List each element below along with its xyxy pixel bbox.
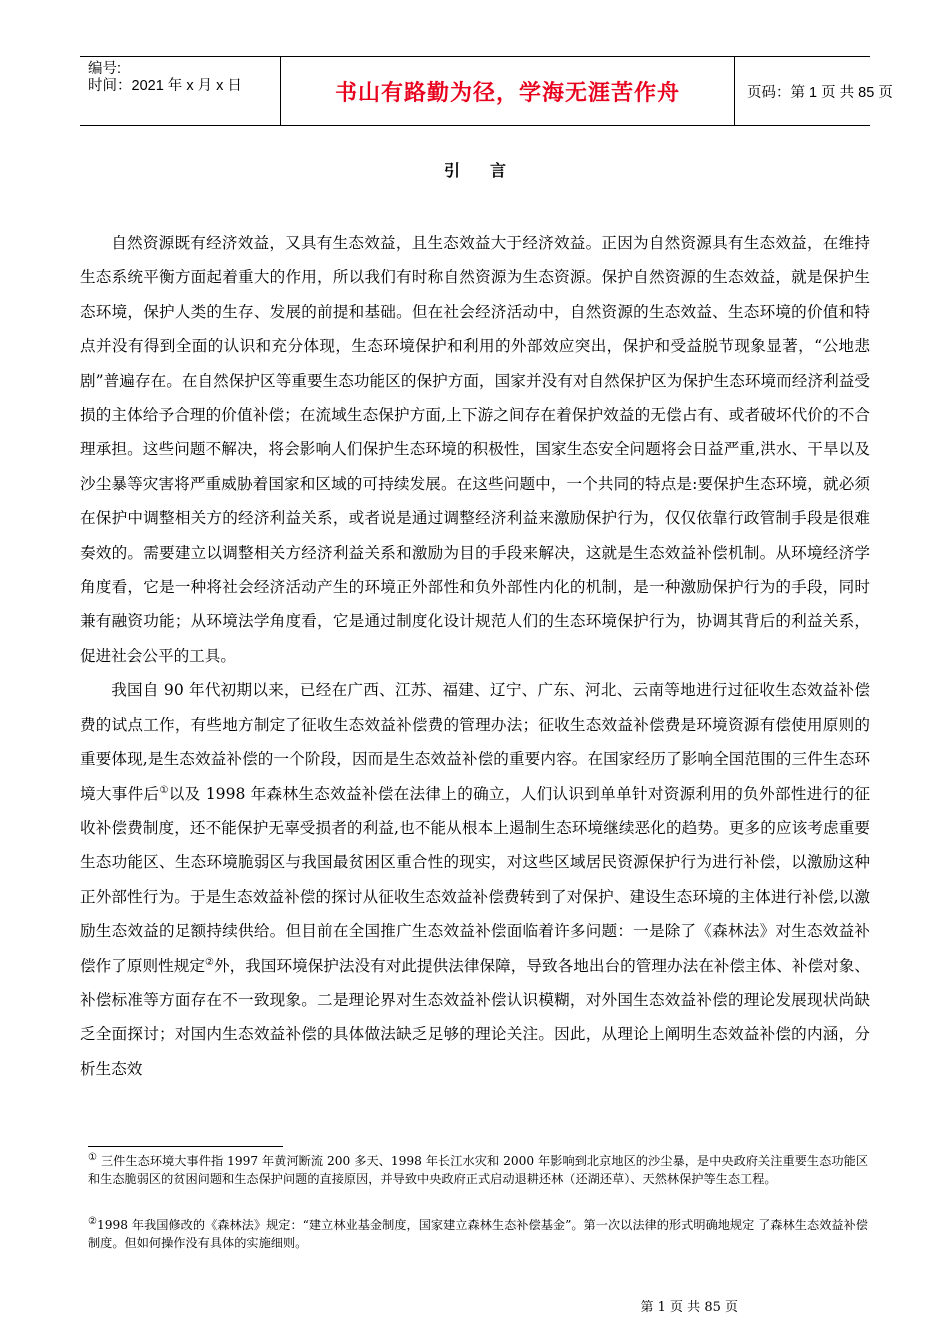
footnote-1 (88, 1152, 868, 1188)
footnote-ref-2[interactable]: ② (204, 956, 214, 968)
paragraph-2-text-c: 外，我国环境保护法没有对此提供法律保障，导致各地出台的管理办法在补偿主体、补偿对象、补偿标准等方面存在不一致现象。二是理论界对生态效益补偿认识模糊，对外国生态效益补偿的理论发展现状尚缺乏全面探讨；对国内生态效益补偿的具体做法缺乏足够的理论关注。因此，从理论上阐明生态效益补偿的内涵，分析生态效 (80, 956, 870, 1078)
header-motto-cell (280, 57, 735, 125)
paragraph-2-text-a: 我国自 90 年代初期以来，已经在广西、江苏、福建、辽宁、广东、河北、云南等地进行过征收生态效益补偿费的试点工作，有些地方制定了征收生态效益补偿费的管理办法；征收生态效益补偿费是环境资源有偿使用原则的重要体现,是生态效益补偿的一个阶段，因而是生态效益补偿的重要内容。在国家经历了影响全国范围的三件生态环境大事件后 (80, 681, 870, 803)
header-meta (80, 57, 280, 125)
page-footer: 第 1 页 共 85 页 (640, 1300, 738, 1315)
document-title (0, 158, 950, 181)
header-number-label: 编号: (88, 61, 122, 77)
paragraph-1 (80, 226, 870, 673)
footnote-separator (88, 1146, 283, 1147)
footnote-2 (88, 1216, 868, 1252)
header-page-info: 页码：第 1 页 共 85 页 (747, 84, 893, 101)
paragraph-1-text: 自然资源既有经济效益，又具有生态效益，且生态效益大于经济效益。正因为自然资源具有生态效益，在维持生态系统平衡方面起着重大的作用，所以我们有时称自然资源为生态资源。保护自然资源的生态效益，就是保护生态环境，保护人类的生存、发展的前提和基础。但在社会经济活动中，自然资源的生态效益、生态环境的价值和特点并没有得到全面的认识和充分体现，生态环境保护和利用的外部效应突出，保护和受益脱节现象显著，“公地悲剧”普遍存在。在自然保护区等重要生态功能区的保护方面，国家并没有对自然保护区为保护生态环境而经济利益受损的主体给予合理的价值补偿；在流域生态保护方面,上下游之间存在着保护效益的无偿占有、或者破坏代价的不合理承担。这些问题不解决，将会影响人们保护生态环境的积极性，国家生态安全问题将会日益严重,洪水、干旱以及沙尘暴等灾害将严重威胁着国家和区域的可持续发展。在这些问题中，一个共同的特点是:要保护生态环境，就必须在保护中调整相关方的经济利益关系，或者说是通过调整经济利益来激励保护行为，仅仅依靠行政管制手段是很难奏效的。需要建立以调整相关方经济利益关系和激励为目的手段来解决，这就是生态效益补偿机制。从环境经济学角度看，它是一种将社会经济活动产生的环境正外部性和负外部性内化的机制，是一种激励保护行为的手段，同时兼有融资功能；从环境法学角度看，它是通过制度化设计规范人们的生态环境保护行为，协调其背后的利益关系，促进社会公平的工具。 (80, 234, 870, 665)
paragraph-2-text-b: 以及 1998 年森林生态效益补偿在法律上的确立，人们认识到单单针对资源利用的负外部性进行的征收补偿费制度，还不能保护无辜受损者的利益,也不能从根本上遏制生态环境继续恶化的趋势。更多的应该考虑重要生态功能区、生态环境脆弱区与我国最贫困区重合性的现实，对这些区域居民资源保护行为进行补偿，以激励这种正外部性行为。于是生态效益补偿的探讨从征收生态效益补偿费转到了对保护、建设生态环境的主体进行补偿,以激励生态效益的足额持续供给。但目前在全国推广生态效益补偿面临着许多问题：一是除了《森林法》对生态效益补偿作了原则性规定 (80, 784, 870, 975)
footnote-2-text: 1998 年我国修改的《森林法》规定：“建立林业基金制度，国家建立森林生态补偿基金”。第一次以法律的形式明确地规定 了森林生态效益补偿制度。但如何操作没有具体的实施细则。 (88, 1218, 868, 1250)
document-body (80, 226, 870, 1086)
header-time-label: 时间：2021 年 x 月 x 日 (88, 78, 242, 94)
page-header (80, 56, 893, 126)
footnote-ref-1[interactable]: ① (159, 784, 169, 796)
document-title-text: 引言 (443, 161, 536, 180)
footnote-2-mark: ② (88, 1215, 97, 1227)
header-motto: 书山有路勤为径，学海无涯苦作舟 (334, 80, 680, 106)
paragraph-2 (80, 673, 870, 1086)
footnote-1-mark: ① (88, 1151, 98, 1163)
footnote-1-text: 三件生态环境大事件指 1997 年黄河断流 200 多天、1998 年长江水灾和 2000 年影响到北京地区的沙尘暴，是中央政府关注重要生态功能区和生态脆弱区的贫困问题和生态保护问题的直接原因，并导致中央政府正式启动退耕还林（还湖还草）、天然林保护等生态工程。 (88, 1154, 869, 1186)
